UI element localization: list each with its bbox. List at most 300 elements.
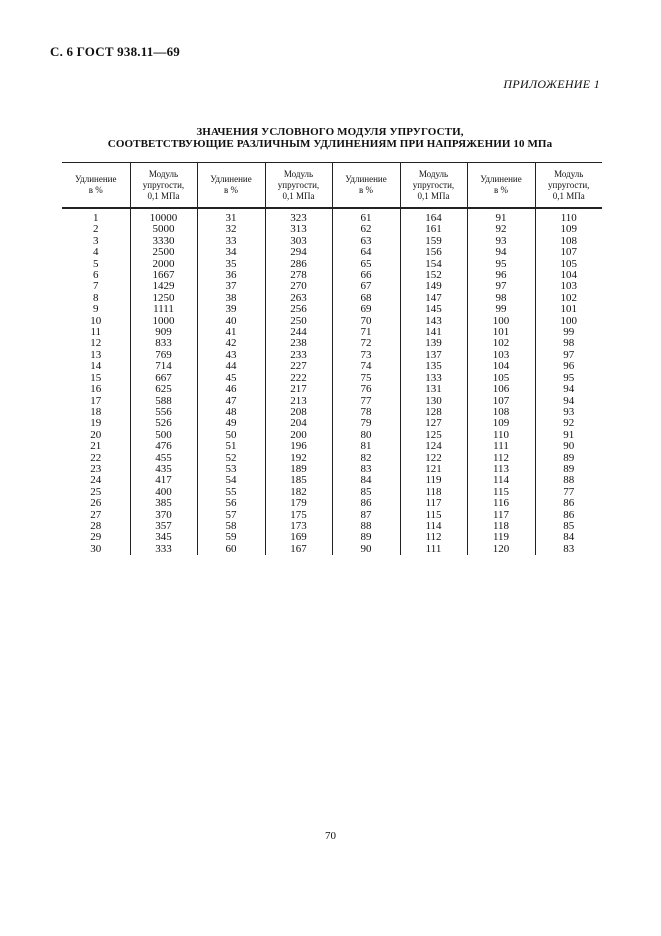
elongation-column-header bbox=[62, 163, 130, 209]
elongation-cell: 98 bbox=[467, 293, 535, 304]
elongation-cell: 7 bbox=[93, 280, 99, 293]
modulus-cell: 137 bbox=[400, 350, 467, 361]
modulus-cell: 1667 bbox=[130, 270, 197, 281]
modulus-cell: 122 bbox=[400, 453, 467, 464]
elongation-cell: 9 bbox=[93, 303, 99, 316]
table-title bbox=[60, 126, 600, 150]
elongation-cell: 116 bbox=[467, 498, 535, 509]
modulus-cell: 286 bbox=[265, 259, 332, 270]
modulus-cell: 233 bbox=[265, 350, 332, 361]
table-row bbox=[62, 316, 602, 327]
modulus-cell: 118 bbox=[400, 487, 467, 498]
modulus-cell: 119 bbox=[400, 475, 467, 486]
table-row bbox=[62, 384, 602, 395]
elongation-cell: 4 bbox=[93, 246, 99, 259]
elongation-cell: 28 bbox=[90, 519, 102, 532]
modulus-cell: 83 bbox=[535, 544, 602, 555]
modulus-cell: 91 bbox=[535, 430, 602, 441]
elongation-cell: 53 bbox=[197, 464, 265, 475]
table-row bbox=[62, 441, 602, 452]
elongation-cell: 40 bbox=[197, 316, 265, 327]
column-header-line: в % bbox=[359, 185, 373, 195]
elongation-cell: 73 bbox=[332, 350, 400, 361]
column-header-line: упругости, bbox=[142, 179, 185, 190]
modulus-cell: 175 bbox=[265, 510, 332, 521]
modulus-cell: 213 bbox=[265, 396, 332, 407]
modulus-cell: 98 bbox=[535, 338, 602, 349]
modulus-cell: 357 bbox=[130, 521, 197, 532]
modulus-cell: 204 bbox=[265, 418, 332, 429]
table-row bbox=[62, 338, 602, 349]
elongation-cell: 22 bbox=[90, 451, 102, 464]
modulus-cell: 476 bbox=[130, 441, 197, 452]
elongation-cell: 104 bbox=[467, 361, 535, 372]
modulus-cell: 667 bbox=[130, 373, 197, 384]
elongation-cell: 33 bbox=[197, 236, 265, 247]
elongation-cell: 119 bbox=[467, 532, 535, 543]
modulus-cell: 77 bbox=[535, 487, 602, 498]
elongation-cell: 20 bbox=[90, 428, 102, 441]
modulus-cell: 200 bbox=[265, 430, 332, 441]
modulus-cell: 124 bbox=[400, 441, 467, 452]
table-row bbox=[62, 361, 602, 372]
modulus-cell: 2500 bbox=[130, 247, 197, 258]
elongation-cell: 99 bbox=[467, 304, 535, 315]
elongation-cell: 39 bbox=[197, 304, 265, 315]
elongation-cell: 60 bbox=[197, 544, 265, 555]
modulus-cell: 89 bbox=[535, 464, 602, 475]
modulus-cell: 112 bbox=[400, 532, 467, 543]
modulus-cell: 526 bbox=[130, 418, 197, 429]
elongation-cell: 29 bbox=[90, 531, 102, 544]
elongation-cell: 101 bbox=[467, 327, 535, 338]
table-row bbox=[62, 396, 602, 407]
elongation-cell: 32 bbox=[197, 224, 265, 235]
modulus-cell: 10000 bbox=[130, 208, 197, 224]
page-number: 70 bbox=[325, 830, 336, 842]
elongation-cell: 62 bbox=[332, 224, 400, 235]
elongation-cell: 69 bbox=[332, 304, 400, 315]
elongation-cell: 8 bbox=[93, 291, 99, 304]
column-header-line: Удлинение bbox=[480, 174, 522, 184]
modulus-cell: 131 bbox=[400, 384, 467, 395]
modulus-cell: 125 bbox=[400, 430, 467, 441]
elongation-cell: 88 bbox=[332, 521, 400, 532]
modulus-cell: 114 bbox=[400, 521, 467, 532]
modulus-cell: 104 bbox=[535, 270, 602, 281]
elongation-cell: 15 bbox=[90, 371, 102, 384]
modulus-cell: 294 bbox=[265, 247, 332, 258]
table-row bbox=[62, 350, 602, 361]
modulus-cell: 278 bbox=[265, 270, 332, 281]
modulus-cell: 185 bbox=[265, 475, 332, 486]
table-row bbox=[62, 407, 602, 418]
table-row bbox=[62, 293, 602, 304]
modulus-table bbox=[62, 162, 602, 555]
table-row bbox=[62, 464, 602, 475]
elongation-cell: 107 bbox=[467, 396, 535, 407]
elongation-cell: 79 bbox=[332, 418, 400, 429]
elongation-cell: 89 bbox=[332, 532, 400, 543]
elongation-cell: 64 bbox=[332, 247, 400, 258]
modulus-cell: 208 bbox=[265, 407, 332, 418]
modulus-table-container bbox=[62, 162, 600, 555]
table-row bbox=[62, 327, 602, 338]
elongation-cell: 17 bbox=[90, 394, 102, 407]
elongation-cell: 5 bbox=[93, 257, 99, 270]
elongation-cell: 102 bbox=[467, 338, 535, 349]
modulus-cell: 167 bbox=[265, 544, 332, 555]
modulus-cell: 222 bbox=[265, 373, 332, 384]
table-row bbox=[62, 453, 602, 464]
elongation-cell: 92 bbox=[467, 224, 535, 235]
elongation-cell: 3 bbox=[93, 234, 99, 247]
table-header-row bbox=[62, 163, 602, 209]
modulus-cell: 833 bbox=[130, 338, 197, 349]
elongation-cell: 55 bbox=[197, 487, 265, 498]
modulus-cell: 769 bbox=[130, 350, 197, 361]
elongation-cell: 72 bbox=[332, 338, 400, 349]
modulus-cell: 217 bbox=[265, 384, 332, 395]
elongation-cell: 14 bbox=[90, 360, 102, 373]
elongation-cell: 54 bbox=[197, 475, 265, 486]
column-header-line: Удлинение bbox=[210, 174, 252, 184]
modulus-cell: 101 bbox=[535, 304, 602, 315]
elongation-cell: 30 bbox=[90, 542, 102, 555]
elongation-cell: 58 bbox=[197, 521, 265, 532]
elongation-column-header bbox=[467, 163, 535, 209]
elongation-cell: 83 bbox=[332, 464, 400, 475]
modulus-cell: 84 bbox=[535, 532, 602, 543]
elongation-cell: 65 bbox=[332, 259, 400, 270]
elongation-cell: 82 bbox=[332, 453, 400, 464]
modulus-cell: 121 bbox=[400, 464, 467, 475]
elongation-cell: 105 bbox=[467, 373, 535, 384]
modulus-cell: 417 bbox=[130, 475, 197, 486]
elongation-cell: 84 bbox=[332, 475, 400, 486]
elongation-cell: 95 bbox=[467, 259, 535, 270]
table-row bbox=[62, 510, 602, 521]
modulus-cell: 99 bbox=[535, 327, 602, 338]
table-row bbox=[62, 259, 602, 270]
elongation-cell: 1 bbox=[93, 212, 99, 224]
table-row bbox=[62, 430, 602, 441]
modulus-cell: 1000 bbox=[130, 316, 197, 327]
elongation-cell: 50 bbox=[197, 430, 265, 441]
elongation-cell: 31 bbox=[197, 208, 265, 224]
modulus-cell: 96 bbox=[535, 361, 602, 372]
elongation-cell: 103 bbox=[467, 350, 535, 361]
elongation-cell: 57 bbox=[197, 510, 265, 521]
column-header-line: Модуль bbox=[418, 168, 449, 179]
modulus-cell: 154 bbox=[400, 259, 467, 270]
table-row bbox=[62, 270, 602, 281]
modulus-cell: 111 bbox=[400, 544, 467, 555]
table-row bbox=[62, 498, 602, 509]
modulus-cell: 145 bbox=[400, 304, 467, 315]
elongation-cell: 113 bbox=[467, 464, 535, 475]
modulus-cell: 127 bbox=[400, 418, 467, 429]
elongation-cell: 93 bbox=[467, 236, 535, 247]
modulus-cell: 313 bbox=[265, 224, 332, 235]
elongation-cell: 91 bbox=[467, 208, 535, 224]
elongation-cell: 76 bbox=[332, 384, 400, 395]
elongation-cell: 109 bbox=[467, 418, 535, 429]
modulus-cell: 303 bbox=[265, 236, 332, 247]
page-header-ref: С. 6 ГОСТ 938.11—69 bbox=[50, 44, 180, 59]
appendix-label: ПРИЛОЖЕНИЕ 1 bbox=[503, 77, 600, 91]
elongation-cell: 24 bbox=[90, 474, 102, 487]
modulus-cell: 1111 bbox=[130, 304, 197, 315]
elongation-cell: 18 bbox=[90, 405, 102, 418]
elongation-cell: 106 bbox=[467, 384, 535, 395]
modulus-column-header bbox=[130, 163, 197, 209]
elongation-column-header bbox=[332, 163, 400, 209]
elongation-cell: 42 bbox=[197, 338, 265, 349]
elongation-column-header bbox=[197, 163, 265, 209]
elongation-cell: 86 bbox=[332, 498, 400, 509]
table-row bbox=[62, 208, 602, 224]
elongation-cell: 87 bbox=[332, 510, 400, 521]
elongation-cell: 85 bbox=[332, 487, 400, 498]
elongation-cell: 2 bbox=[93, 223, 99, 236]
elongation-cell: 68 bbox=[332, 293, 400, 304]
modulus-cell: 110 bbox=[535, 208, 602, 224]
modulus-cell: 156 bbox=[400, 247, 467, 258]
modulus-cell: 5000 bbox=[130, 224, 197, 235]
elongation-cell: 23 bbox=[90, 462, 102, 475]
elongation-cell: 6 bbox=[93, 269, 99, 282]
modulus-cell: 109 bbox=[535, 224, 602, 235]
elongation-cell: 47 bbox=[197, 396, 265, 407]
modulus-cell: 93 bbox=[535, 407, 602, 418]
table-row bbox=[62, 247, 602, 258]
elongation-cell: 13 bbox=[90, 348, 102, 361]
modulus-cell: 435 bbox=[130, 464, 197, 475]
modulus-cell: 86 bbox=[535, 498, 602, 509]
table-row bbox=[62, 544, 602, 555]
modulus-cell: 333 bbox=[130, 544, 197, 555]
modulus-column-header bbox=[265, 163, 332, 209]
modulus-cell: 89 bbox=[535, 453, 602, 464]
modulus-cell: 86 bbox=[535, 510, 602, 521]
modulus-cell: 263 bbox=[265, 293, 332, 304]
elongation-cell: 115 bbox=[467, 487, 535, 498]
elongation-cell: 96 bbox=[467, 270, 535, 281]
elongation-cell: 67 bbox=[332, 281, 400, 292]
modulus-cell: 1429 bbox=[130, 281, 197, 292]
elongation-cell: 34 bbox=[197, 247, 265, 258]
modulus-cell: 256 bbox=[265, 304, 332, 315]
modulus-column-header bbox=[535, 163, 602, 209]
column-header-line: Удлинение bbox=[75, 174, 117, 184]
table-row bbox=[62, 281, 602, 292]
modulus-cell: 238 bbox=[265, 338, 332, 349]
table-row bbox=[62, 373, 602, 384]
table-body bbox=[62, 208, 602, 555]
modulus-cell: 714 bbox=[130, 361, 197, 372]
modulus-cell: 164 bbox=[400, 208, 467, 224]
elongation-cell: 44 bbox=[197, 361, 265, 372]
modulus-cell: 556 bbox=[130, 407, 197, 418]
table-row bbox=[62, 487, 602, 498]
elongation-cell: 19 bbox=[90, 417, 102, 430]
elongation-cell: 117 bbox=[467, 510, 535, 521]
modulus-cell: 270 bbox=[265, 281, 332, 292]
elongation-cell: 63 bbox=[332, 236, 400, 247]
modulus-cell: 108 bbox=[535, 236, 602, 247]
modulus-cell: 1250 bbox=[130, 293, 197, 304]
modulus-cell: 115 bbox=[400, 510, 467, 521]
elongation-cell: 77 bbox=[332, 396, 400, 407]
modulus-cell: 130 bbox=[400, 396, 467, 407]
elongation-cell: 110 bbox=[467, 430, 535, 441]
elongation-cell: 70 bbox=[332, 316, 400, 327]
elongation-cell: 90 bbox=[332, 544, 400, 555]
elongation-cell: 38 bbox=[197, 293, 265, 304]
table-row bbox=[62, 304, 602, 315]
elongation-cell: 26 bbox=[90, 497, 102, 510]
column-header-line: в % bbox=[224, 185, 238, 195]
elongation-cell: 16 bbox=[90, 383, 102, 396]
elongation-cell: 10 bbox=[90, 314, 102, 327]
elongation-cell: 61 bbox=[332, 208, 400, 224]
modulus-cell: 143 bbox=[400, 316, 467, 327]
modulus-cell: 161 bbox=[400, 224, 467, 235]
elongation-cell: 112 bbox=[467, 453, 535, 464]
modulus-cell: 385 bbox=[130, 498, 197, 509]
modulus-cell: 173 bbox=[265, 521, 332, 532]
modulus-cell: 105 bbox=[535, 259, 602, 270]
elongation-cell: 51 bbox=[197, 441, 265, 452]
modulus-cell: 455 bbox=[130, 453, 197, 464]
elongation-cell: 114 bbox=[467, 475, 535, 486]
modulus-cell: 152 bbox=[400, 270, 467, 281]
modulus-cell: 128 bbox=[400, 407, 467, 418]
modulus-cell: 400 bbox=[130, 487, 197, 498]
elongation-cell: 94 bbox=[467, 247, 535, 258]
elongation-cell: 120 bbox=[467, 544, 535, 555]
elongation-cell: 48 bbox=[197, 407, 265, 418]
table-row bbox=[62, 521, 602, 532]
modulus-cell: 500 bbox=[130, 430, 197, 441]
elongation-cell: 12 bbox=[90, 337, 102, 350]
table-row bbox=[62, 224, 602, 235]
elongation-cell: 41 bbox=[197, 327, 265, 338]
column-header-line: в % bbox=[88, 185, 103, 195]
modulus-cell: 147 bbox=[400, 293, 467, 304]
modulus-column-header bbox=[400, 163, 467, 209]
elongation-cell: 74 bbox=[332, 361, 400, 372]
elongation-cell: 46 bbox=[197, 384, 265, 395]
table-header bbox=[62, 163, 602, 209]
elongation-cell: 11 bbox=[90, 326, 102, 339]
table-title-line-1: ЗНАЧЕНИЯ УСЛОВНОГО МОДУЛЯ УПРУГОСТИ, bbox=[196, 126, 464, 138]
table-row bbox=[62, 532, 602, 543]
column-header-line: Модуль bbox=[148, 168, 179, 179]
elongation-cell: 37 bbox=[197, 281, 265, 292]
column-header-line: 0,1 МПа bbox=[147, 190, 180, 201]
elongation-cell: 97 bbox=[467, 281, 535, 292]
modulus-cell: 90 bbox=[535, 441, 602, 452]
modulus-cell: 97 bbox=[535, 350, 602, 361]
elongation-cell: 59 bbox=[197, 532, 265, 543]
elongation-cell: 49 bbox=[197, 418, 265, 429]
elongation-cell: 56 bbox=[197, 498, 265, 509]
modulus-cell: 133 bbox=[400, 373, 467, 384]
modulus-cell: 94 bbox=[535, 396, 602, 407]
modulus-cell: 588 bbox=[130, 396, 197, 407]
modulus-cell: 192 bbox=[265, 453, 332, 464]
modulus-cell: 182 bbox=[265, 487, 332, 498]
column-header-line: упругости, bbox=[548, 179, 590, 190]
modulus-cell: 189 bbox=[265, 464, 332, 475]
modulus-cell: 102 bbox=[535, 293, 602, 304]
elongation-cell: 111 bbox=[467, 441, 535, 452]
column-header-line: упругости, bbox=[412, 179, 455, 190]
modulus-cell: 135 bbox=[400, 361, 467, 372]
modulus-cell: 345 bbox=[130, 532, 197, 543]
elongation-cell: 66 bbox=[332, 270, 400, 281]
elongation-cell: 52 bbox=[197, 453, 265, 464]
elongation-cell: 45 bbox=[197, 373, 265, 384]
elongation-cell: 75 bbox=[332, 373, 400, 384]
modulus-cell: 149 bbox=[400, 281, 467, 292]
modulus-cell: 2000 bbox=[130, 259, 197, 270]
elongation-cell: 80 bbox=[332, 430, 400, 441]
modulus-cell: 323 bbox=[265, 208, 332, 224]
elongation-cell: 25 bbox=[90, 485, 102, 498]
modulus-cell: 95 bbox=[535, 373, 602, 384]
modulus-cell: 250 bbox=[265, 316, 332, 327]
elongation-cell: 100 bbox=[467, 316, 535, 327]
column-header-line: Удлинение bbox=[345, 174, 387, 184]
column-header-line: 0,1 МПа bbox=[282, 190, 315, 201]
elongation-cell: 21 bbox=[90, 440, 102, 453]
modulus-cell: 196 bbox=[265, 441, 332, 452]
modulus-cell: 227 bbox=[265, 361, 332, 372]
modulus-cell: 159 bbox=[400, 236, 467, 247]
modulus-cell: 141 bbox=[400, 327, 467, 338]
column-header-line: упругости, bbox=[277, 179, 320, 190]
elongation-cell: 81 bbox=[332, 441, 400, 452]
column-header-line: Модуль bbox=[283, 168, 314, 179]
elongation-cell: 27 bbox=[90, 508, 102, 521]
column-header-line: в % bbox=[494, 185, 508, 195]
column-header-line: 0,1 МПа bbox=[552, 190, 585, 201]
modulus-cell: 85 bbox=[535, 521, 602, 532]
elongation-cell: 35 bbox=[197, 259, 265, 270]
column-header-line: 0,1 МПа bbox=[417, 190, 450, 201]
elongation-cell: 118 bbox=[467, 521, 535, 532]
elongation-cell: 36 bbox=[197, 270, 265, 281]
modulus-cell: 139 bbox=[400, 338, 467, 349]
modulus-cell: 179 bbox=[265, 498, 332, 509]
modulus-cell: 88 bbox=[535, 475, 602, 486]
table-row bbox=[62, 418, 602, 429]
modulus-cell: 370 bbox=[130, 510, 197, 521]
table-row bbox=[62, 475, 602, 486]
modulus-cell: 169 bbox=[265, 532, 332, 543]
modulus-cell: 94 bbox=[535, 384, 602, 395]
modulus-cell: 103 bbox=[535, 281, 602, 292]
elongation-cell: 78 bbox=[332, 407, 400, 418]
table-title-line-2: СООТВЕТСТВУЮЩИЕ РАЗЛИЧНЫМ УДЛИНЕНИЯМ ПРИ НАПРЯЖЕНИИ 10 МПа bbox=[107, 138, 553, 150]
modulus-cell: 100 bbox=[535, 316, 602, 327]
modulus-cell: 92 bbox=[535, 418, 602, 429]
elongation-cell: 71 bbox=[332, 327, 400, 338]
elongation-cell: 108 bbox=[467, 407, 535, 418]
